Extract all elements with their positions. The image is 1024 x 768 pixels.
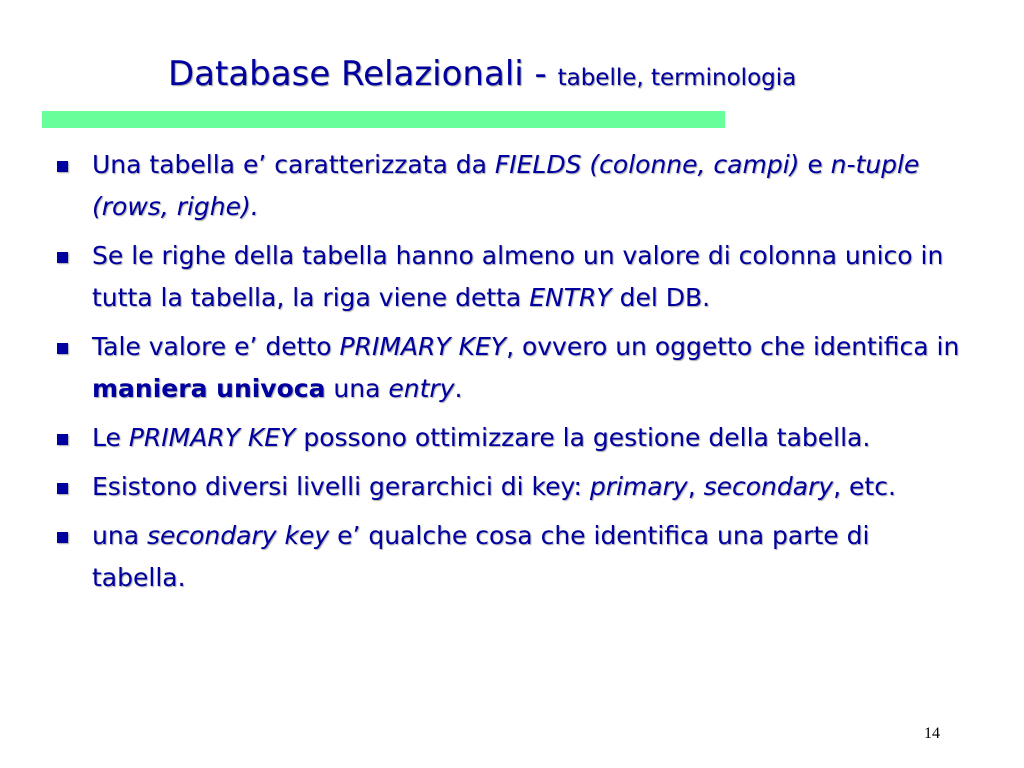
bullet-text-run: Tale valore e’ detto: [92, 332, 340, 361]
slide-title-main: Database Relazionali -: [168, 54, 558, 94]
bullet-text-run: PRIMARY KEY: [128, 423, 296, 452]
bullet-text-run: una: [92, 521, 147, 550]
bullet-text-run: primary: [589, 472, 688, 501]
bullet-item: [0, 466, 962, 508]
bullet-text-run: Le: [92, 423, 129, 452]
bullet-item: [0, 144, 962, 228]
bullet-text-run: Esistono diversi livelli gerarchici di key:: [92, 472, 590, 501]
bullet-text-run: secondary: [703, 472, 834, 501]
slide-title-subtitle: tabelle, terminologia: [557, 65, 797, 91]
bullet-text-run: e’ qualche cosa che identifica una parte di tabella.: [92, 521, 870, 592]
square-bullet-icon: [57, 483, 68, 494]
bullet-item: [0, 235, 962, 319]
bullet-text-run: Una tabella e’ caratterizzata da: [92, 150, 495, 179]
bullet-text-run: , ovvero un oggetto che identifica in: [506, 332, 960, 361]
bullet-item: [0, 417, 962, 459]
bullet-text-run: maniera univoca: [92, 374, 326, 403]
bullet-text-run: PRIMARY KEY: [339, 332, 507, 361]
bullet-text-run: FIELDS (colonne, campi): [494, 150, 800, 179]
bullet-text-run: entry: [388, 374, 455, 403]
bullet-text-run: , etc.: [833, 472, 896, 501]
bullet-text-run: Se le righe della tabella hanno almeno un valore di colonna unico in tutta la tabella, la riga viene detta: [92, 241, 944, 312]
bullet-text-run: una: [325, 374, 389, 403]
bullet-text-run: .: [454, 374, 463, 403]
title-underline-bar: [42, 111, 725, 128]
square-bullet-icon: [57, 434, 68, 445]
square-bullet-icon: [57, 252, 68, 263]
bullet-item: [0, 515, 962, 599]
bullet-text-run: del DB.: [611, 283, 711, 312]
bullet-text-run: possono ottimizzare la gestione della tabella.: [295, 423, 871, 452]
square-bullet-icon: [57, 161, 68, 172]
bullet-text-run: ENTRY: [529, 283, 612, 312]
page-number: 14: [924, 725, 940, 742]
square-bullet-icon: [57, 343, 68, 354]
bullet-text-run: ,: [687, 472, 704, 501]
bullet-text-run: secondary key: [146, 521, 330, 550]
bullet-item: [0, 326, 962, 410]
bullet-list: [0, 144, 1024, 606]
slide-title: [168, 52, 796, 100]
square-bullet-icon: [57, 532, 68, 543]
bullet-text-run: e: [799, 150, 831, 179]
bullet-text-run: n-tuple (rows, righe).: [92, 150, 920, 221]
